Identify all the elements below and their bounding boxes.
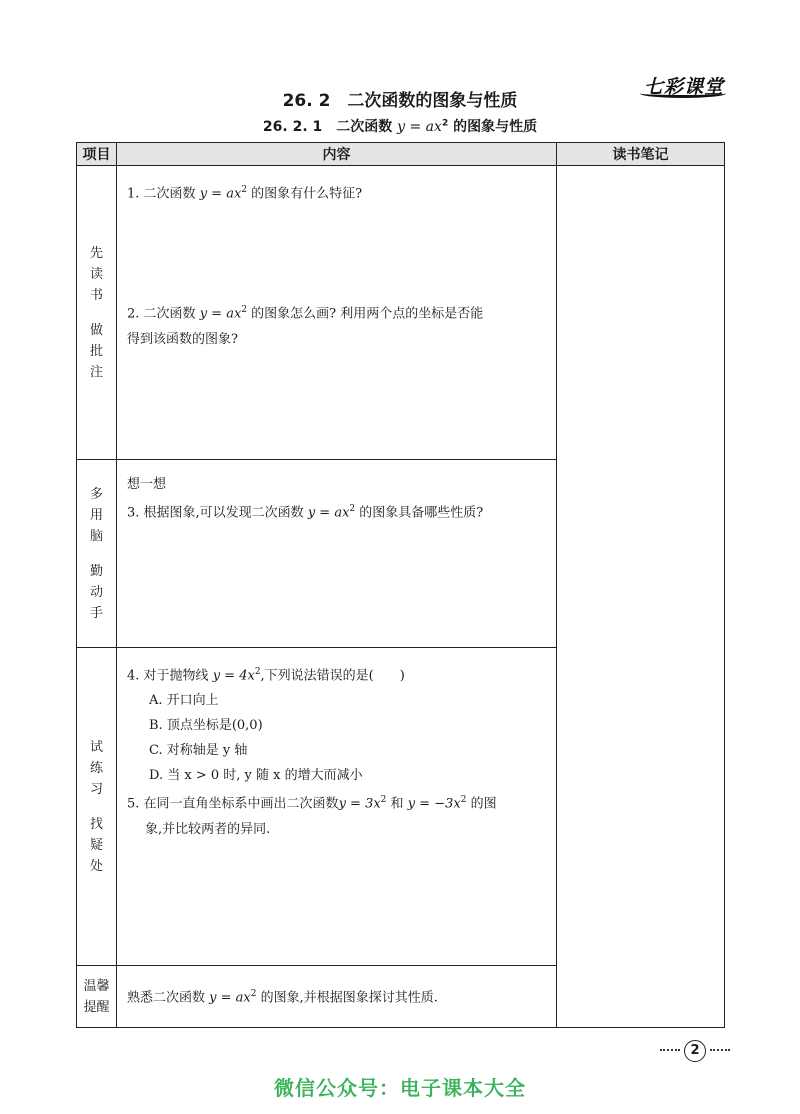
option-c: C. 对称轴是 y 轴 xyxy=(149,743,248,759)
option-a: A. 开口向上 xyxy=(149,693,219,709)
question-2: 2. 二次函数 $y = ax^2$ 的图象怎么画? 利用两个点的坐标是否能 xyxy=(127,305,484,322)
question-4: 4. 对于抛物线 $y = 4x^2$,下列说法错误的是( ) xyxy=(127,667,405,684)
side-label-practice: 试 练 习 找 疑 处 xyxy=(77,648,117,966)
option-b: B. 顶点坐标是(0,0) xyxy=(149,718,263,734)
side-label-read: 先 读 书 做 批 注 xyxy=(77,166,117,460)
subtitle-exp: 2 xyxy=(441,118,449,129)
logo-text: 七彩课堂 xyxy=(643,76,724,98)
option-d: D. 当 x > 0 时, y 随 x 的增大而减小 xyxy=(149,768,363,784)
question-2-continuation: 得到该函数的图象? xyxy=(127,331,238,347)
subtitle-formula: y = ax xyxy=(397,119,442,135)
content-think xyxy=(117,460,557,648)
content-read xyxy=(117,166,557,460)
section-title: 26. 2 二次函数的图象与性质 xyxy=(282,91,518,111)
question-1: 1. 二次函数 $y = ax^2$ 的图象有什么特征? xyxy=(127,185,363,202)
notes-column xyxy=(557,166,725,1028)
subsection-title xyxy=(0,116,800,136)
question-5: 5. 在同一直角坐标系中画出二次函数$y = 3x^2$ 和 $y = -3x^2$ 的图 xyxy=(127,795,497,812)
header-item: 项目 xyxy=(77,143,117,166)
watermark-text: 微信公众号：电子课本大全 xyxy=(274,1076,526,1100)
dots-right xyxy=(710,1049,730,1051)
subtitle-prefix: 26. 2. 1 二次函数 xyxy=(262,119,393,135)
page-number: 2 xyxy=(684,1040,706,1062)
study-table xyxy=(76,142,725,1028)
content-practice xyxy=(117,648,557,966)
side-label-tip: 温馨 提醒 xyxy=(77,966,117,1028)
subtitle-suffix: 的图象与性质 xyxy=(453,119,538,135)
question-5-continuation: 象,并比较两者的异同. xyxy=(145,821,271,837)
dots-left xyxy=(660,1049,680,1051)
question-3: 3. 根据图象,可以发现二次函数 $y = ax^2$ 的图象具备哪些性质? xyxy=(127,504,484,521)
section-read xyxy=(77,166,725,460)
content-tip xyxy=(117,966,557,1028)
side-label-think: 多 用 脑 勤 动 手 xyxy=(77,460,117,648)
tip-text: 熟悉二次函数 $y = ax^2$ 的图象,并根据图象探讨其性质. xyxy=(127,989,438,1006)
page-number-badge xyxy=(660,1040,730,1060)
header-notes: 读书笔记 xyxy=(557,143,725,166)
header-row xyxy=(77,143,725,166)
header-content: 内容 xyxy=(117,143,557,166)
think-intro: 想一想 xyxy=(127,477,167,492)
